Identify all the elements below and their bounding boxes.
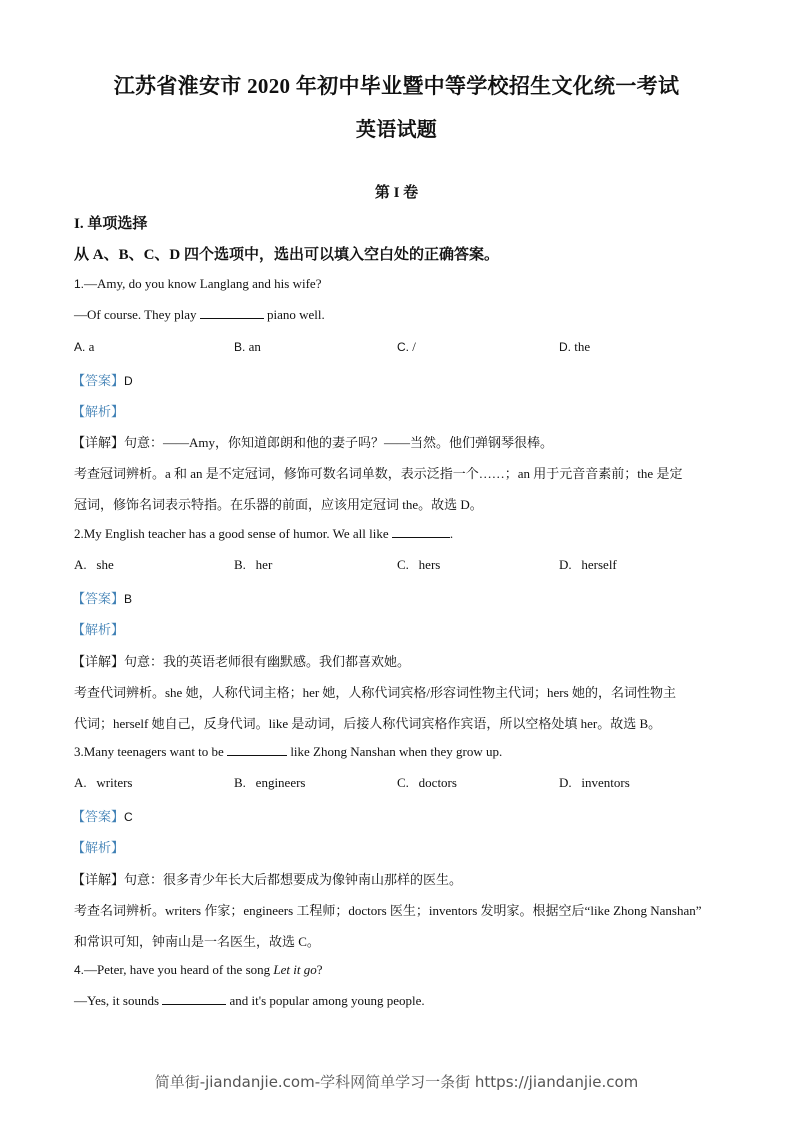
answer-blank — [162, 994, 226, 1005]
q1-explanation-1: 考查冠词辨析。a 和 an 是不定冠词，修饰可数名词单数，表示泛指一个……；an 用于元音音素前；the 是定 — [74, 466, 683, 481]
q3-answer — [72, 806, 133, 825]
song-title: Let it go — [273, 962, 317, 977]
q1-answer — [72, 370, 133, 389]
option-label: C. — [397, 340, 409, 354]
option-text: her — [255, 557, 273, 572]
option-label: D. — [559, 775, 572, 790]
question-text: —Amy, do you know Langlang and his wife? — [84, 276, 322, 291]
q3-option-d — [559, 775, 630, 791]
option-text: an — [248, 339, 261, 354]
detail-text: 句意：我的英语老师很有幽默感。我们都喜欢她。 — [124, 654, 411, 669]
answer-value: C — [124, 810, 133, 824]
q2-detail — [72, 651, 410, 670]
option-text: herself — [581, 557, 617, 572]
exam-title: 江苏省淮安市 2020 年初中毕业暨中等学校招生文化统一考试 — [113, 74, 680, 98]
volume-heading: 第 I 卷 — [374, 185, 419, 201]
footer-watermark: 简单街-jiandanjie.com-学科网简单学习一条街 https://jiandanjie.com — [154, 1073, 639, 1091]
question-text: Many teenagers want to be — [83, 744, 228, 759]
option-label: B. — [234, 557, 246, 572]
question-text: —Of course. They play — [74, 307, 200, 322]
detail-tag: 【详解】 — [72, 435, 125, 450]
exam-subtitle: 英语试题 — [355, 119, 438, 141]
question-text: —Yes, it sounds — [74, 993, 163, 1008]
answer-tag: 【答案】 — [72, 591, 125, 606]
q1-option-c — [397, 339, 416, 355]
answer-tag: 【答案】 — [72, 809, 125, 824]
option-text: writers — [96, 775, 133, 790]
option-text: inventors — [581, 775, 630, 790]
detail-tag: 【详解】 — [72, 872, 125, 887]
detail-text: 句意：——Amy，你知道郎朗和他的妻子吗？——当然。他们弹钢琴很棒。 — [124, 435, 554, 450]
q3-explanation-2: 和常识可知，钟南山是一名医生，故选 C。 — [74, 934, 320, 949]
q2-option-d — [559, 557, 617, 573]
option-label: A. — [74, 557, 87, 572]
question-1-line-1 — [74, 276, 321, 292]
answer-value: D — [124, 374, 133, 388]
answer-blank — [200, 308, 264, 319]
question-number: 4. — [74, 963, 85, 977]
option-label: B. — [234, 775, 246, 790]
q1-option-a — [74, 339, 94, 355]
answer-blank — [227, 745, 287, 756]
option-label: A. — [74, 340, 86, 354]
option-label: C. — [397, 557, 409, 572]
question-text: and it's popular among young people. — [226, 993, 425, 1008]
q2-explanation-1: 考查代词辨析。she 她，人称代词主格；her 她，人称代词宾格/形容词性物主代词；hers 她的，名词性物主 — [74, 685, 676, 700]
q1-option-b — [234, 339, 261, 355]
question-4-line-1 — [74, 962, 323, 978]
q3-option-a — [74, 775, 133, 791]
q3-explanation-1: 考查名词辨析。writers 作家；engineers 工程师；doctors 医生；inventors 发明家。根据空后“like Zhong Nanshan” — [74, 903, 702, 918]
answer-blank — [392, 527, 450, 538]
answer-tag: 【答案】 — [72, 373, 125, 388]
question-text: piano well. — [263, 307, 325, 322]
option-text: doctors — [418, 775, 457, 790]
q3-detail — [72, 869, 462, 888]
q1-explanation-2: 冠词，修饰名词表示特指。在乐器的前面，应该用定冠词 the。故选 D。 — [74, 497, 483, 512]
option-text: engineers — [255, 775, 306, 790]
question-1-line-2 — [74, 307, 325, 323]
q1-analysis-tag: 【解析】 — [72, 404, 125, 419]
q1-option-d — [559, 339, 590, 355]
q1-detail — [72, 432, 553, 451]
q3-analysis-tag: 【解析】 — [72, 840, 125, 855]
question-text: like Zhong Nanshan when they grow up. — [287, 744, 503, 759]
question-2-line-1 — [74, 526, 453, 542]
option-text: the — [574, 339, 591, 354]
question-number: 3. — [74, 744, 84, 759]
option-label: D. — [559, 557, 572, 572]
option-text: hers — [418, 557, 441, 572]
question-number: 2. — [74, 526, 84, 541]
option-label: A. — [74, 775, 87, 790]
q2-option-c — [397, 557, 440, 573]
section-heading: I. 单项选择 — [74, 216, 148, 232]
question-text: . — [449, 526, 454, 541]
option-label: B. — [234, 340, 246, 354]
option-text: / — [412, 339, 416, 354]
q2-analysis-tag: 【解析】 — [72, 622, 125, 637]
q3-option-b — [234, 775, 305, 791]
option-label: C. — [397, 775, 409, 790]
option-text: a — [88, 339, 95, 354]
q3-option-c — [397, 775, 457, 791]
option-text: she — [96, 557, 114, 572]
question-4-line-2 — [74, 993, 425, 1009]
answer-value: B — [124, 592, 133, 606]
option-label: D. — [559, 340, 571, 354]
question-text: ? — [316, 962, 323, 977]
question-text: —Peter, have you heard of the song — [84, 962, 274, 977]
q2-explanation-2: 代词；herself 她自己，反身代词。like 是动词，后接人称代词宾格作宾语，所以空格处填 her。故选 B。 — [74, 716, 662, 731]
q2-option-a — [74, 557, 114, 573]
question-number: 1. — [74, 277, 85, 291]
instruction: 从 A、B、C、D 四个选项中，选出可以填入空白处的正确答案。 — [74, 247, 500, 263]
question-3-line-1 — [74, 744, 502, 760]
q2-answer — [72, 588, 132, 607]
detail-tag: 【详解】 — [72, 654, 125, 669]
q2-option-b — [234, 557, 272, 573]
question-text: My English teacher has a good sense of humor. We all like — [83, 526, 392, 541]
detail-text: 句意：很多青少年长大后都想要成为像钟南山那样的医生。 — [124, 872, 463, 887]
